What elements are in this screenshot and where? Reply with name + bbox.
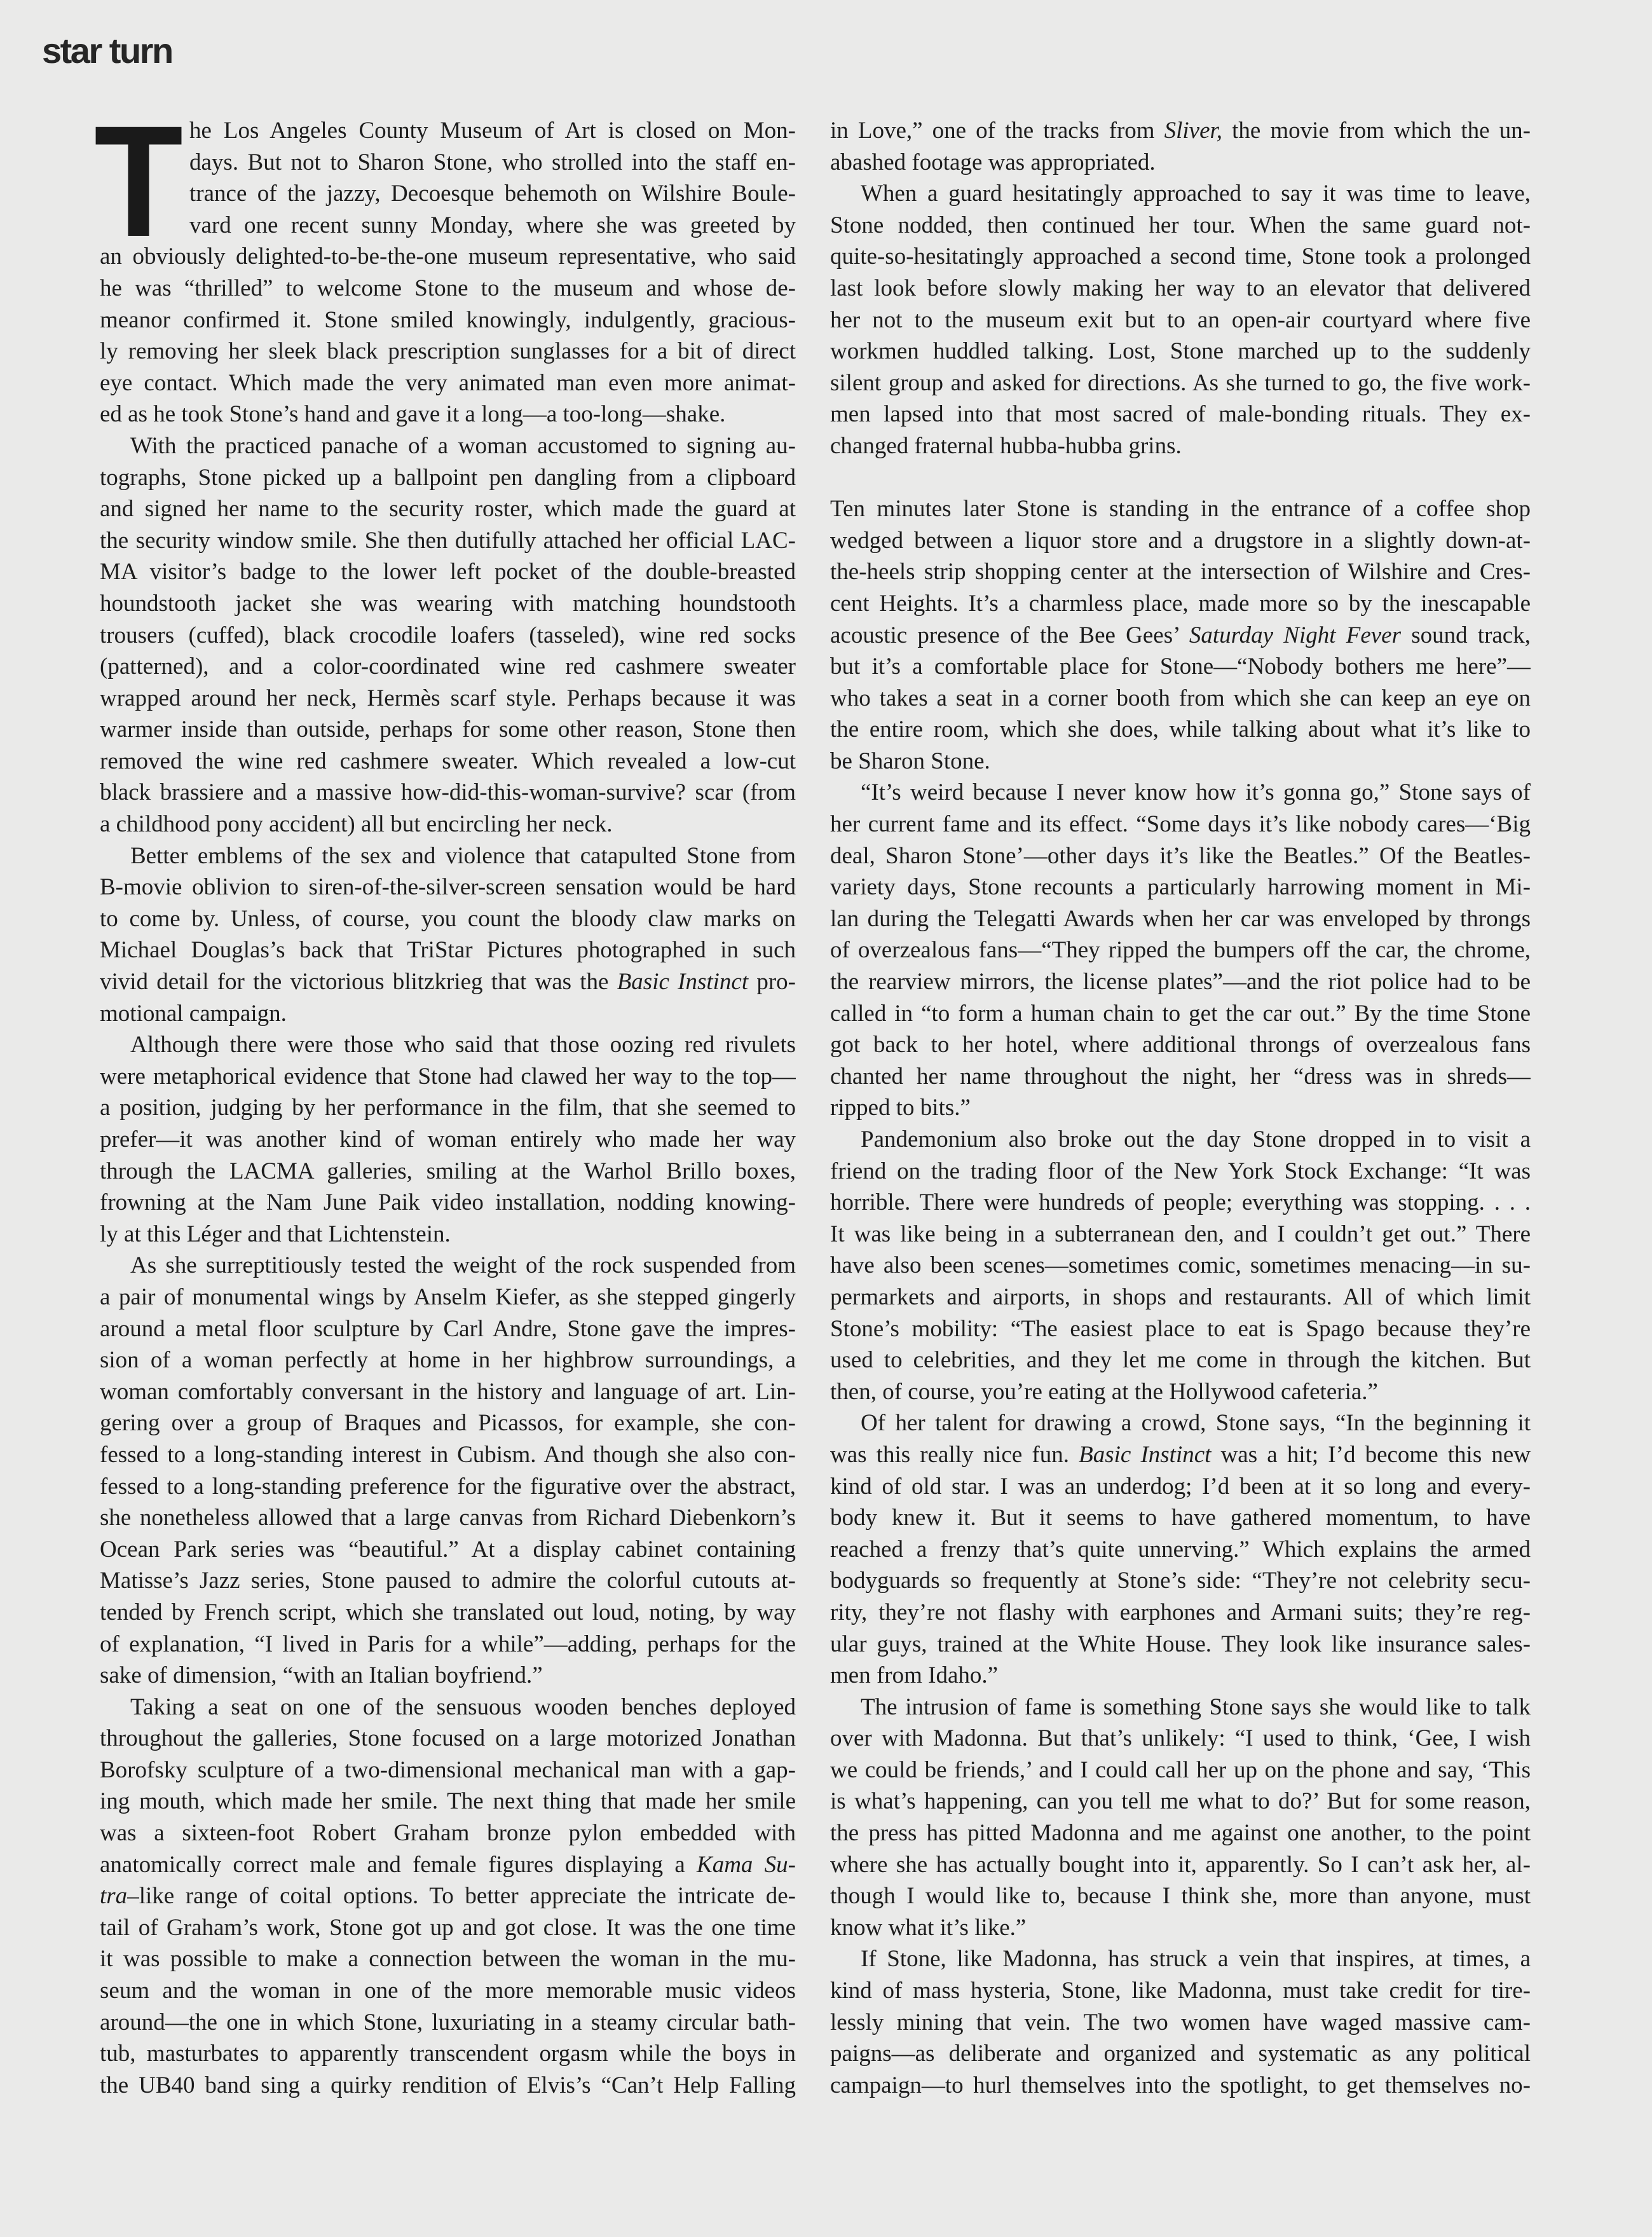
text-line: in Love,” one of the tracks from Sliver, the movie from which the un- <box>830 118 1531 144</box>
drop-cap: T <box>94 93 183 270</box>
paragraph <box>830 115 1531 178</box>
text-line: “It’s weird because I never know how it’s gonna go,” Stone says of <box>861 779 1531 806</box>
text-line: is what’s happening, can you tell me what to do?’ But for some reason, <box>830 1788 1531 1815</box>
text-line: tail of Graham’s work, Stone got up and got close. It was the one time <box>100 1914 796 1941</box>
text-line: Pandemonium also broke out the day Stone dropped in to visit a <box>861 1126 1531 1153</box>
text-line: Of her talent for drawing a crowd, Stone says, “In the beginning it <box>861 1410 1531 1437</box>
text-line: Stone nodded, then continued her tour. When the same guard not- <box>830 212 1531 238</box>
text-line: a pair of monumental wings by Anselm Kiefer, as she stepped gingerly <box>100 1283 796 1310</box>
text-line: deal, Sharon Stone’—other days it’s like the Beatles.” Of the Beatles- <box>830 842 1531 869</box>
text-line: wrapped around her neck, Hermès scarf style. Perhaps because it was <box>100 685 796 711</box>
text-line: her current fame and its effect. “Some days it’s like nobody cares—‘Big <box>830 811 1531 838</box>
paragraph <box>100 1250 796 1691</box>
text-line: chanted her name throughout the night, her “dress was in shreds— <box>830 1063 1531 1090</box>
text-line: vivid detail for the victorious blitzkrieg that was the Basic Instinct pro- <box>100 969 796 995</box>
text-line: MA visitor’s badge to the lower left pocket of the double-breasted <box>100 559 796 585</box>
paragraph <box>830 493 1531 777</box>
text-line: be Sharon Stone. <box>830 748 990 774</box>
text-line: were metaphorical evidence that Stone had clawed her way to the top— <box>100 1063 796 1090</box>
text-line: of explanation, “I lived in Paris for a while”—adding, perhaps for the <box>100 1631 796 1657</box>
text-line: fessed to a long-standing preference for the figurative over the abstract, <box>100 1473 796 1500</box>
text-line: Borofsky sculpture of a two-dimensional mechanical man with a gap- <box>100 1756 796 1783</box>
text-line: a childhood pony accident) all but encircling her neck. <box>100 811 613 838</box>
text-line: friend on the trading floor of the New York Stock Exchange: “It was <box>830 1158 1531 1184</box>
text-line: an obviously delighted-to-be-the-one museum representative, who said <box>100 243 796 270</box>
text-line: ly at this Léger and that Lichtenstein. <box>100 1221 451 1247</box>
text-line: wedged between a liquor store and a drugstore in a slightly down-at- <box>830 527 1531 554</box>
text-line: Taking a seat on one of the sensuous wooden benches deployed <box>130 1693 796 1720</box>
text-line: gering over a group of Braques and Picassos, for example, she con- <box>100 1410 796 1437</box>
text-line: the entire room, which she does, while talking about what it’s like to <box>830 716 1531 743</box>
text-line: ed as he took Stone’s hand and gave it a long—a too-long—shake. <box>100 401 726 428</box>
paragraph <box>830 1692 1531 1944</box>
text-line: her not to the museum exit but to an open-air courtyard where five <box>830 306 1531 333</box>
text-line: variety days, Stone recounts a particularly harrowing moment in Mi- <box>830 874 1531 901</box>
text-line: last look before slowly making her way to an elevator that delivered <box>830 275 1531 301</box>
text-line: workmen huddled talking. Lost, Stone marched up to the suddenly <box>830 338 1531 365</box>
text-line: tographs, Stone picked up a ballpoint pen dangling from a clipboard <box>100 464 796 491</box>
text-line: around—the one in which Stone, luxuriating in a steamy circular bath- <box>100 2009 796 2035</box>
text-line: though I would like to, because I think she, more than anyone, must <box>830 1883 1531 1910</box>
text-line: When a guard hesitatingly approached to say it was time to leave, <box>861 181 1531 207</box>
text-line: trance of the jazzy, Decoesque behemoth on Wilshire Boule- <box>189 181 796 207</box>
text-line: men from Idaho.” <box>830 1662 999 1689</box>
text-line: warmer inside than outside, perhaps for some other reason, Stone then <box>100 716 796 743</box>
text-line: the press has pitted Madonna and me against one another, to the point <box>830 1820 1531 1847</box>
paragraph <box>100 115 796 430</box>
text-line: then, of course, you’re eating at the Hollywood cafeteria.” <box>830 1378 1378 1405</box>
text-line: quite-so-hesitatingly approached a second time, Stone took a prolonged <box>830 243 1531 270</box>
text-line: Stone’s mobility: “The easiest place to eat is Spago because they’re <box>830 1315 1531 1342</box>
text-line: acoustic presence of the Bee Gees’ Saturday Night Fever sound track, <box>830 622 1531 648</box>
text-line: vard one recent sunny Monday, where she was greeted by <box>189 212 796 238</box>
text-line: meanor confirmed it. Stone smiled knowingly, indulgently, gracious- <box>100 306 796 333</box>
text-line: bodyguards so frequently at Stone’s side: “They’re not celebrity secu- <box>830 1568 1531 1594</box>
text-line: changed fraternal hubba-hubba grins. <box>830 432 1182 459</box>
paragraph <box>100 1029 796 1250</box>
paragraph <box>830 1943 1531 2101</box>
text-line: she nonetheless allowed that a large canvas from Richard Diebenkorn’s <box>100 1505 796 1531</box>
text-line: paigns—as deliberate and organized and systematic as any political <box>830 2041 1531 2067</box>
text-line: lan during the Telegatti Awards when her car was enveloped by throngs <box>830 905 1531 932</box>
text-line: the security window smile. She then dutifully attached her official LAC- <box>100 527 796 554</box>
text-line: got back to her hotel, where additional throngs of overzealous fans <box>830 1032 1531 1058</box>
text-line: It was like being in a subterranean den, and I couldn’t get out.” There <box>830 1221 1531 1247</box>
text-line: he Los Angeles County Museum of Art is closed on Mon- <box>189 118 796 144</box>
text-line: lessly mining that vein. The two women have waged massive cam- <box>830 2009 1531 2035</box>
text-line: ing mouth, which made her smile. The next thing that made her smile <box>100 1788 796 1815</box>
text-line: tub, masturbates to apparently transcendent orgasm while the boys in <box>100 2041 796 2067</box>
paragraph <box>830 777 1531 1124</box>
text-line: ripped to bits.” <box>830 1095 971 1121</box>
text-line: it was possible to make a connection between the woman in the mu- <box>100 1946 796 1973</box>
text-line: As she surreptitiously tested the weight of the rock suspended from <box>130 1252 796 1279</box>
text-line: was this really nice fun. Basic Instinct was a hit; I’d become this new <box>830 1441 1531 1468</box>
text-line: have also been scenes—sometimes comic, sometimes menacing—in su- <box>830 1252 1531 1279</box>
text-line: around a metal floor sculpture by Carl Andre, Stone gave the impres- <box>100 1315 796 1342</box>
section-title: star turn <box>42 31 172 71</box>
text-line: Better emblems of the sex and violence that catapulted Stone from <box>130 842 796 869</box>
text-line: sake of dimension, “with an Italian boyfriend.” <box>100 1662 543 1689</box>
text-line: removed the wine red cashmere sweater. Which revealed a low-cut <box>100 748 796 774</box>
article-column-right <box>830 115 1531 2101</box>
text-line: ly removing her sleek black prescription sunglasses for a bit of direct <box>100 338 796 365</box>
text-line: Ocean Park series was “beautiful.” At a display cabinet containing <box>100 1536 796 1563</box>
text-line: he was “thrilled” to welcome Stone to the museum and whose de- <box>100 275 796 301</box>
text-line: days. But not to Sharon Stone, who strolled into the staff en- <box>189 149 796 175</box>
text-line: Ten minutes later Stone is standing in the entrance of a coffee shop <box>830 496 1531 523</box>
text-line: houndstooth jacket she was wearing with matching houndstooth <box>100 590 796 617</box>
text-line: Michael Douglas’s back that TriStar Pictures photographed in such <box>100 937 796 964</box>
paragraph <box>100 430 796 840</box>
text-line: B-movie oblivion to siren-of-the-silver-screen sensation would be hard <box>100 874 796 901</box>
text-line: the UB40 band sing a quirky rendition of Elvis’s “Can’t Help Falling <box>100 2072 796 2098</box>
text-line: woman comfortably conversant in the history and language of art. Lin- <box>100 1378 796 1405</box>
text-line: body knew it. But it seems to have gathered momentum, to have <box>830 1505 1531 1531</box>
text-line: reached a frenzy that’s quite unnerving.” Which explains the armed <box>830 1536 1531 1563</box>
text-line: the-heels strip shopping center at the intersection of Wilshire and Cres- <box>830 559 1531 585</box>
text-line: a position, judging by her performance in the film, that she seemed to <box>100 1095 796 1121</box>
text-line: Matisse’s Jazz series, Stone paused to admire the colorful cutouts at- <box>100 1568 796 1594</box>
text-line: know what it’s like.” <box>830 1914 1027 1941</box>
text-line: horrible. There were hundreds of people; everything was stopping. . . . <box>830 1189 1531 1216</box>
text-line: tended by French script, which she translated out loud, noting, by way <box>100 1599 796 1625</box>
text-line: Although there were those who said that those oozing red rivulets <box>130 1032 796 1058</box>
text-line: we could be friends,’ and I could call her up on the phone and say, ‘This <box>830 1756 1531 1783</box>
text-line: With the practiced panache of a woman accustomed to signing au- <box>130 432 796 459</box>
text-line: frowning at the Nam June Paik video installation, nodding knowing- <box>100 1189 796 1216</box>
text-line: through the LACMA galleries, smiling at the Warhol Brillo boxes, <box>100 1158 796 1184</box>
text-line: campaign—to hurl themselves into the spotlight, to get themselves no- <box>830 2072 1531 2098</box>
text-line: permarkets and airports, in shops and restaurants. All of which limit <box>830 1283 1531 1310</box>
text-line: who takes a seat in a corner booth from which she can keep an eye on <box>830 685 1531 711</box>
text-line: abashed footage was appropriated. <box>830 149 1156 175</box>
text-line: motional campaign. <box>100 1000 287 1027</box>
text-line: prefer—it was another kind of woman entirely who made her way <box>100 1126 796 1153</box>
text-line: of overzealous fans—“They ripped the bumpers off the car, the chrome, <box>830 937 1531 964</box>
text-line: ular guys, trained at the White House. They look like insurance sales- <box>830 1631 1531 1657</box>
paragraph <box>830 1124 1531 1407</box>
text-line: The intrusion of fame is something Stone says she would like to talk <box>861 1693 1531 1720</box>
text-line: kind of mass hysteria, Stone, like Madonna, must take credit for tire- <box>830 1978 1531 2004</box>
text-line: cent Heights. It’s a charmless place, made more so by the inescapable <box>830 590 1531 617</box>
text-line: tra–like range of coital options. To better appreciate the intricate de- <box>100 1883 796 1910</box>
text-line: sion of a woman perfectly at home in her highbrow surroundings, a <box>100 1347 796 1374</box>
text-line: the rearview mirrors, the license plates”—and the riot police had to be <box>830 969 1531 995</box>
text-line: silent group and asked for directions. As she turned to go, the five work- <box>830 369 1531 396</box>
text-line: but it’s a comfortable place for Stone—“Nobody bothers me here”— <box>830 653 1531 680</box>
text-line: seum and the woman in one of the more memorable music videos <box>100 1978 796 2004</box>
text-line: fessed to a long-standing interest in Cubism. And though she also con- <box>100 1441 796 1468</box>
text-line: anatomically correct male and female figures displaying a Kama Su- <box>100 1851 796 1878</box>
text-line: men lapsed into that most sacred of male-bonding rituals. They ex- <box>830 401 1531 428</box>
text-line: If Stone, like Madonna, has struck a vein that inspires, at times, a <box>861 1946 1531 1973</box>
text-line: and signed her name to the security roster, which made the guard at <box>100 496 796 523</box>
text-line: (patterned), and a color-coordinated wine red cashmere sweater <box>100 653 796 680</box>
text-line: throughout the galleries, Stone focused on a large motorized Jonathan <box>100 1725 796 1752</box>
paragraph <box>830 178 1531 462</box>
text-line: rity, they’re not flashy with earphones and Armani suits; they’re reg- <box>830 1599 1531 1625</box>
text-line: trousers (cuffed), black crocodile loafers (tasseled), wine red socks <box>100 622 796 648</box>
text-line: kind of old star. I was an underdog; I’d been at it so long and every- <box>830 1473 1531 1500</box>
text-line: where she has actually bought into it, apparently. So I can’t ask her, al- <box>830 1851 1531 1878</box>
paragraph <box>100 1692 796 2102</box>
paragraph <box>830 1407 1531 1691</box>
text-line: to come by. Unless, of course, you count the bloody claw marks on <box>100 905 796 932</box>
text-line: over with Madonna. But that’s unlikely: “I used to think, ‘Gee, I wish <box>830 1725 1531 1752</box>
article-column-left <box>94 93 796 2101</box>
text-line: was a sixteen-foot Robert Graham bronze pylon embedded with <box>100 1820 796 1847</box>
section-break <box>830 462 1531 494</box>
text-line: called in “to form a human chain to get the car out.” By the time Stone <box>830 1000 1531 1027</box>
text-line: eye contact. Which made the very animated man even more animat- <box>100 369 796 396</box>
paragraph <box>100 840 796 1030</box>
text-line: black brassiere and a massive how-did-this-woman-survive? scar (from <box>100 779 796 806</box>
text-line: used to celebrities, and they let me come in through the kitchen. But <box>830 1347 1531 1374</box>
